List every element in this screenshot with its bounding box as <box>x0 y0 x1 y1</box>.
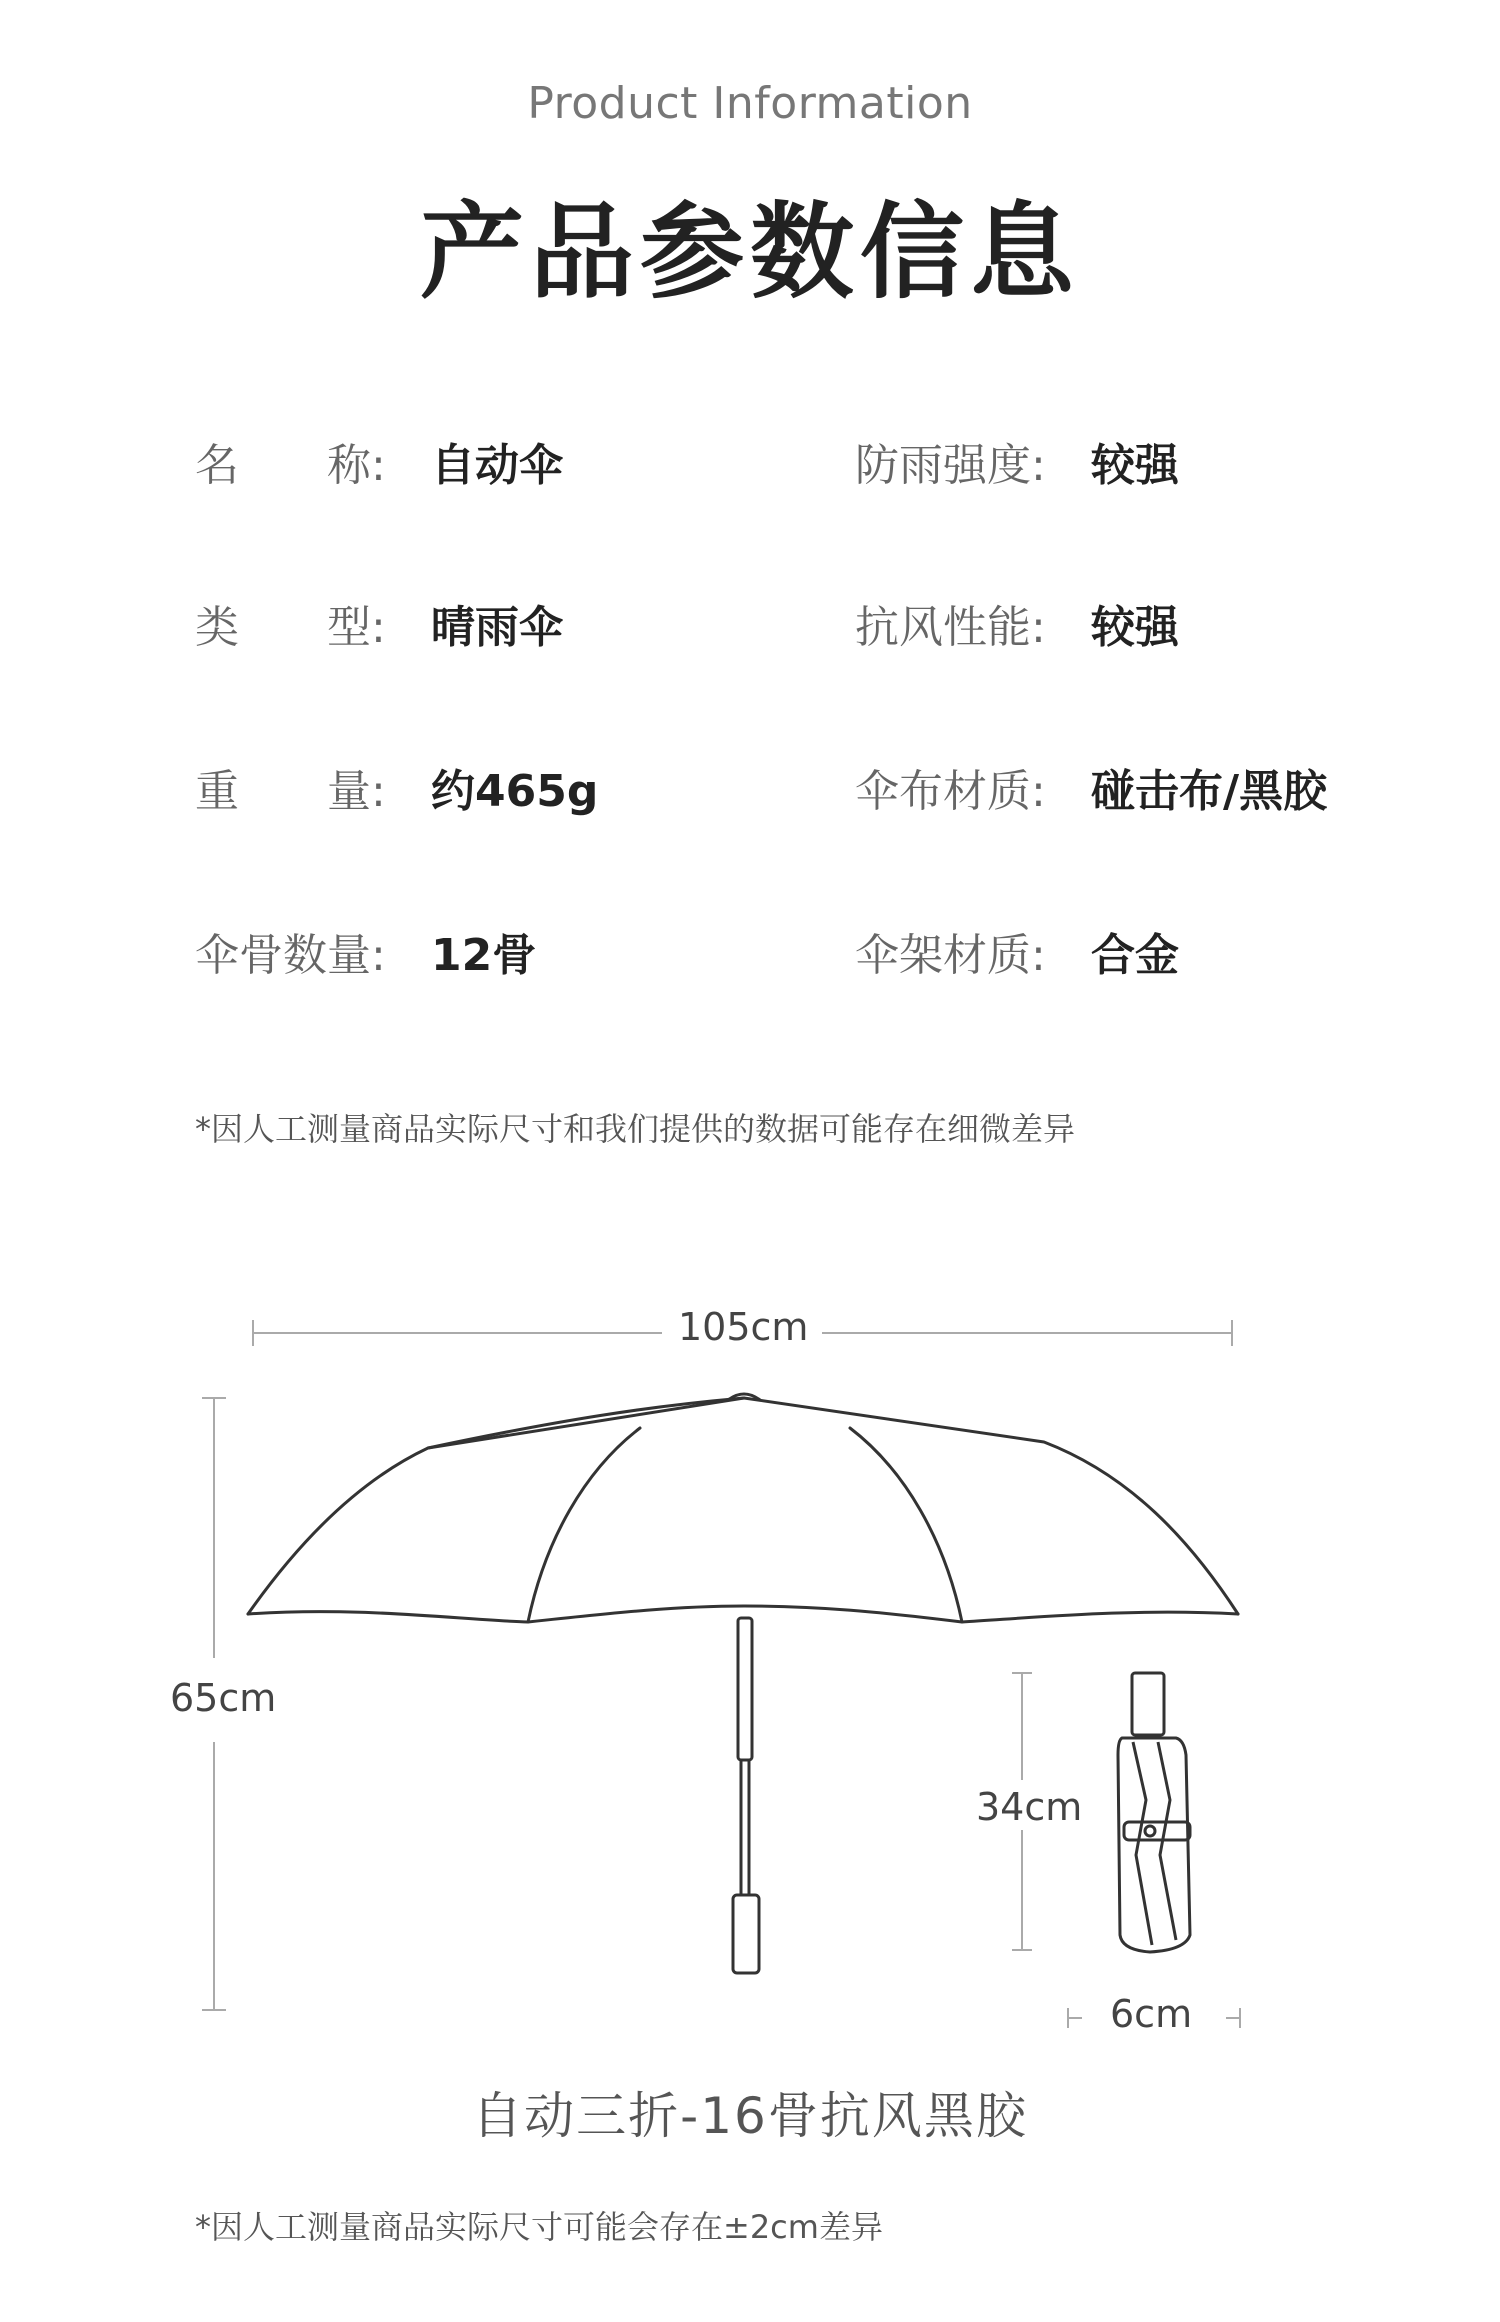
open-umbrella-icon <box>248 1394 1238 1973</box>
spec-label: 伞骨数量: <box>195 930 386 981</box>
spec-label: 名 称: <box>195 440 386 491</box>
page-title: 产品参数信息 <box>419 191 1080 313</box>
spec-value: 自动伞 <box>431 440 563 491</box>
spec-value: 较强 <box>1091 602 1179 653</box>
folded-dimension-lines <box>1012 1673 1240 2028</box>
spec-value: 12骨 <box>431 930 537 981</box>
product-caption: 自动三折-16骨抗风黑胶 <box>472 2087 1028 2145</box>
folded-width-label: 6cm <box>1110 1992 1193 2036</box>
spec-label: 类 型: <box>195 602 386 653</box>
spec-value: 晴雨伞 <box>431 602 563 653</box>
spec-label: 防雨强度: <box>855 440 1046 491</box>
measurement-note: *因人工测量商品实际尺寸和我们提供的数据可能存在细微差异 <box>195 1110 1076 1148</box>
spec-value: 约465g <box>431 766 599 817</box>
folded-umbrella-icon <box>1118 1673 1190 1952</box>
height-label: 65cm <box>170 1676 277 1720</box>
spec-label: 抗风性能: <box>855 602 1046 653</box>
folded-length-label: 34cm <box>976 1785 1083 1829</box>
page-subtitle: Product Information <box>527 78 973 129</box>
spec-value: 合金 <box>1091 930 1179 981</box>
spec-label: 重 量: <box>195 766 386 817</box>
tolerance-note: *因人工测量商品实际尺寸可能会存在±2cm差异 <box>195 2208 883 2246</box>
spec-label: 伞架材质: <box>855 930 1046 981</box>
spec-value: 较强 <box>1091 440 1179 491</box>
width-label: 105cm <box>678 1305 809 1349</box>
spec-value: 碰击布/黑胶 <box>1091 766 1328 817</box>
spec-label: 伞布材质: <box>855 766 1046 817</box>
